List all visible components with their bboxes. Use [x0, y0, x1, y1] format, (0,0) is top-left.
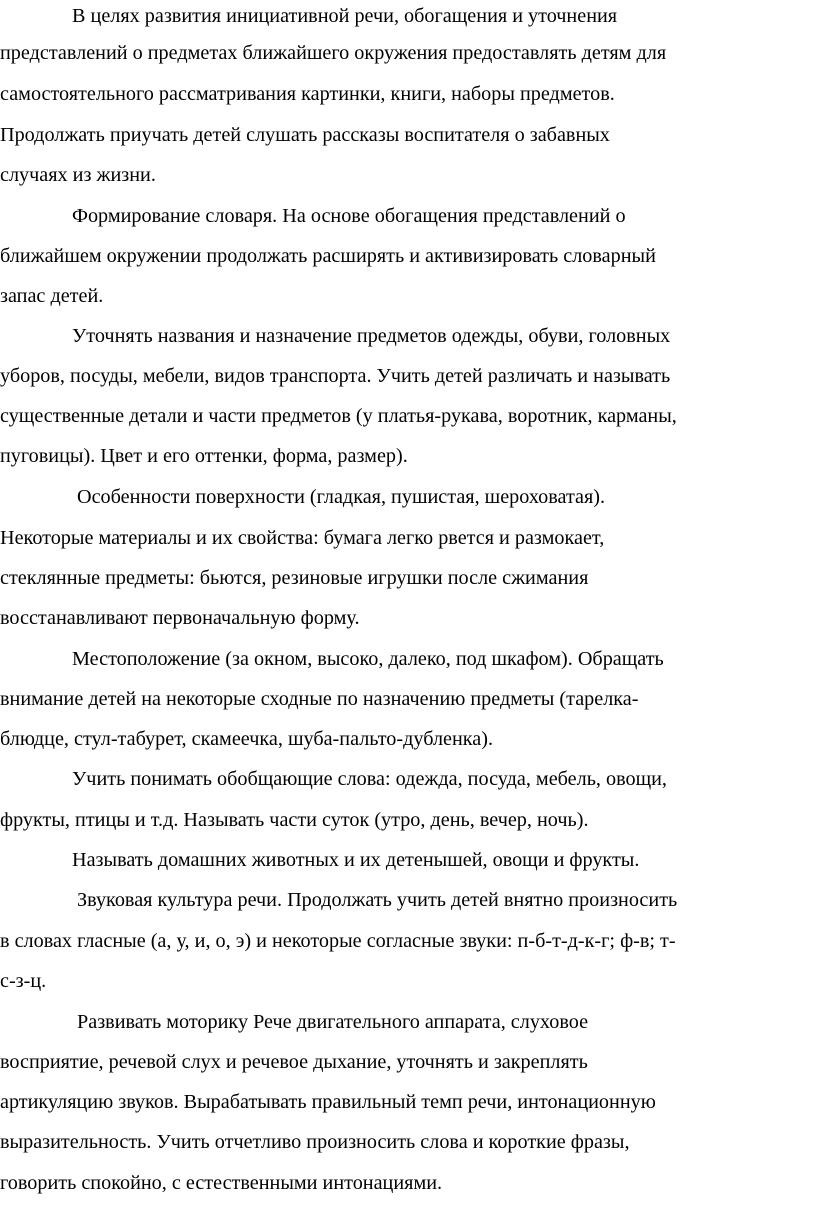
text-line: Формирование словаря. На основе обогащения представлений о: [72, 205, 626, 227]
text-line: случаях из жизни.: [0, 164, 156, 186]
text-line: Особенности поверхности (гладкая, пушистая, шероховатая).: [77, 486, 606, 508]
text-line: Учить понимать обобщающие слова: одежда, посуда, мебель, овощи,: [72, 768, 667, 790]
text-line: восстанавливают первоначальную форму.: [0, 607, 360, 629]
text-line: В целях развития инициативной речи, обогащения и уточнения: [72, 5, 618, 27]
text-line: пуговицы). Цвет и его оттенки, форма, размер).: [0, 445, 408, 467]
text-line: Называть домашних животных и их детенышей, овощи и фрукты.: [72, 849, 640, 871]
text-line: говорить спокойно, с естественными интонациями.: [0, 1172, 443, 1194]
text-line: самостоятельного рассматривания картинки, книги, наборы предметов.: [0, 83, 615, 105]
text-line: с-з-ц.: [0, 970, 47, 992]
text-line: в словах гласные (а, у, и, о, э) и некоторые согласные звуки: п-б-т-д-к-г; ф-в; т-: [0, 930, 676, 952]
text-line: Местоположение (за окном, высоко, далеко, под шкафом). Обращать: [72, 648, 664, 670]
text-line: Продолжать приучать детей слушать рассказы воспитателя о забавных: [0, 124, 610, 146]
text-line: выразительность. Учить отчетливо произносить слова и короткие фразы,: [0, 1131, 630, 1153]
text-line: блюдце, стул-табурет, скамеечка, шуба-пальто-дубленка).: [0, 728, 494, 750]
text-line: ближайшем окружении продолжать расширять и активизировать словарный: [0, 245, 656, 267]
text-line: Некоторые материалы и их свойства: бумага легко рвется и размокает,: [0, 527, 605, 549]
text-line: уборов, посуды, мебели, видов транспорта. Учить детей различать и называть: [0, 365, 671, 387]
text-line: Развивать моторику Рече двигательного аппарата, слуховое: [77, 1011, 589, 1033]
text-line: внимание детей на некоторые сходные по назначению предметы (тарелка-: [0, 688, 639, 710]
text-line: артикуляцию звуков. Вырабатывать правильный темп речи, интонационную: [0, 1091, 656, 1113]
text-line: стеклянные предметы: бьются, резиновые игрушки после сжимания: [0, 567, 589, 589]
text-line: существенные детали и части предметов (у платья-рукава, воротник, карманы,: [0, 405, 677, 427]
text-line: Уточнять названия и назначение предметов одежды, обуви, головных: [72, 325, 671, 347]
text-line: восприятие, речевой слух и речевое дыхание, уточнять и закреплять: [0, 1051, 588, 1073]
text-line: фрукты, птицы и т.д. Называть части суток (утро, день, вечер, ночь).: [0, 809, 589, 831]
text-line: Звуковая культура речи. Продолжать учить детей внятно произносить: [77, 889, 678, 911]
text-line: запас детей.: [0, 285, 104, 307]
text-line: представлений о предметах ближайшего окружения предоставлять детям для: [0, 42, 667, 64]
